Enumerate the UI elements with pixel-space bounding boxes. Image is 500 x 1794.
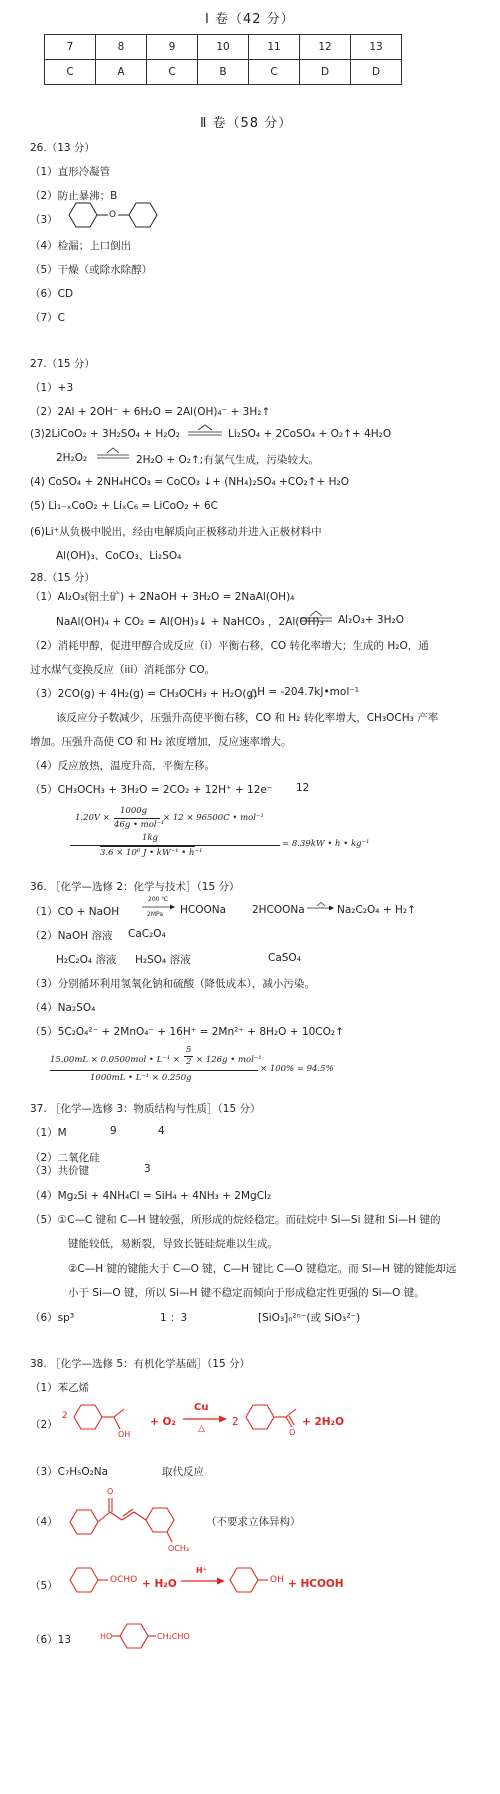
formula-numerator-part: × 126g • mol⁻¹ — [196, 1055, 262, 1065]
formula-denominator-part: 3.6 × 10⁶ J • kW⁻¹ • h⁻¹ — [100, 848, 203, 858]
phenol-ring — [226, 1562, 276, 1602]
q36-condition-temp: 200 ℃ — [148, 896, 169, 903]
q36-a1-product2: Na₂C₂O₄ + H₂↑ — [337, 904, 416, 916]
formula-numerator-part: 1.20V × — [75, 813, 110, 823]
reaction-arrow — [141, 904, 177, 910]
q28-a5: （5）CH₃OCH₃ + 3H₂O = 2CO₂ + 12H⁺ + 12e⁻ — [30, 784, 273, 796]
heating-equilibrium-arrow — [298, 610, 334, 624]
q27-a2: （2）2Al + 2OH⁻ + 6H₂O = 2Al(OH)₄⁻ + 3H₂↑ — [30, 406, 271, 418]
answer-cell: B — [198, 60, 249, 85]
q28-a3: （3）2CO(g) + 4H₂(g) = CH₃OCH₃ + H₂O(g) — [30, 688, 258, 700]
formula-denominator-part: 1kg — [142, 833, 158, 843]
q26-a3-label: （3） — [30, 214, 58, 226]
phenyl-formate-ring — [66, 1562, 116, 1602]
part1-title: Ⅰ 卷（42 分） — [205, 12, 295, 27]
q27-a3-left: (3)2LiCoO₂ + 3H₂SO₄ + H₂O₂ — [30, 428, 180, 440]
q28-a2: （2）消耗甲醇，促进甲醇合成反应（i）平衡右移，CO 转化率增大；生成的 H₂O，通 — [30, 640, 429, 652]
phenol-hydroxyl-label: OH — [270, 1575, 284, 1585]
q36-a4: （4）Na₂SO₄ — [30, 1002, 96, 1014]
carbonyl-oxygen-label: O — [289, 1428, 296, 1437]
chalcone-structure — [64, 1484, 214, 1554]
q37-a1: （1）M — [30, 1127, 67, 1139]
q37-a5-1b: 键能较低，易断裂，导致长链硅烷难以生成。 — [68, 1238, 278, 1250]
q28-a5-number: 12 — [296, 782, 310, 794]
question-number: 10 — [198, 35, 249, 60]
reaction-arrow — [182, 1415, 228, 1423]
hydroxyl-label: OH — [118, 1430, 131, 1439]
q28-a1b-left: NaAl(OH)₄ + CO₂ = Al(OH)₃↓ + NaHCO₃ ，2Al(OH)₃ — [56, 616, 324, 628]
heating-equilibrium-arrow — [186, 424, 224, 438]
q36-a1-left: （1）CO + NaOH — [30, 906, 120, 918]
q37-a6-c: [SiO₃]ₙ²ⁿ⁻(或 SiO₃²⁻) — [258, 1312, 361, 1324]
q26-a6: （6）CD — [30, 288, 74, 300]
q37-a2: （2）二氧化硅 — [30, 1152, 100, 1164]
q28-a1b-right: Al₂O₃+ 3H₂O — [338, 614, 404, 626]
q37-a6-b: 1 ：3 — [160, 1312, 188, 1324]
question-number: 11 — [249, 35, 300, 60]
q27-a6b: Al(OH)₃、CoCO₃、Li₂SO₄ — [56, 550, 182, 562]
q28-a3b: 该反应分子数减少，压强升高使平衡右移，CO 和 H₂ 转化率增大，CH₃OCH₃ 产率 — [56, 712, 439, 724]
q36-a3: （3）分别循环利用氢氧化钠和硫酸（降低成本），减小污染。 — [30, 978, 315, 990]
methoxy-label: OCH₃ — [168, 1544, 190, 1553]
q36-condition-pressure: 2MPa — [147, 911, 164, 918]
q27-a3b-left: 2H₂O₂ — [56, 452, 88, 464]
q26-a7: （7）C — [30, 312, 66, 324]
q37-a6: （6）sp³ — [30, 1312, 75, 1324]
q26-a5: （5）干燥（或除水除醇） — [30, 264, 153, 276]
q38-formic-acid-product: + HCOOH — [288, 1578, 344, 1590]
q28-a3c: 增加。压强升高使 CO 和 H₂ 浓度增加，反应速率增大。 — [30, 736, 292, 748]
q38-a3-b: 取代反应 — [162, 1466, 204, 1478]
q27-a6: (6)Li⁺从负极中脱出，经由电解质向正极移动并进入正极材料中 — [30, 526, 322, 538]
q36-a2c: H₂C₂O₄ 溶液 — [56, 954, 117, 966]
part2-title: Ⅱ 卷（58 分） — [200, 116, 293, 131]
q38-coefficient: 2 — [232, 1416, 239, 1428]
q37-a5-2b: 小于 Si—O 键，所以 Si—H 键不稳定而倾向于形成稳定性更强的 Si—O 键。 — [68, 1287, 425, 1299]
energy-density-formula — [70, 804, 370, 864]
q28-a4: （4）反应放热，温度升高，平衡左移。 — [30, 760, 216, 772]
q27-a1: （1）+3 — [30, 382, 74, 394]
answer-cell: C — [249, 60, 300, 85]
chalcone-oxygen-label: O — [107, 1487, 114, 1496]
q37-a1-c: 4 — [158, 1125, 165, 1137]
catalyst-label: Cu — [194, 1402, 209, 1413]
q36-a1-product: HCOONa — [180, 904, 227, 916]
heat-label: △ — [198, 1424, 205, 1434]
q38-coefficient: 2 — [62, 1411, 68, 1421]
q37-a4: （4）Mg₂Si + 4NH₄Cl = SiH₄ + 4NH₃ + 2MgCl₂ — [30, 1190, 272, 1202]
q38-a2-label: （2） — [30, 1419, 58, 1431]
ether-oxygen-label: O — [109, 210, 117, 220]
q27-a3-right: Li₂SO₄ + 2CoSO₄ + O₂↑+ 4H₂O — [228, 428, 392, 440]
q27-header: 27.（15 分） — [30, 358, 95, 370]
q28-a1: （1）Al₂O₃(铝土矿) + 2NaOH + 3H₂O = 2NaAl(OH)₄ — [30, 591, 295, 603]
q26-a2: （2）防止暴沸；B — [30, 190, 118, 202]
formula-numerator-part: × 12 × 96500C • mol⁻¹ — [163, 813, 264, 823]
q38-water-reactant: + H₂O — [142, 1578, 177, 1590]
q38-a4-note: （不要求立体异构） — [206, 1516, 301, 1528]
purity-formula — [50, 1042, 334, 1090]
q28-header: 28.（15 分） — [30, 572, 95, 584]
q37-a5-1: （5）①C—C 键和 C—H 键较强，所形成的烷烃稳定。而硅烷中 Si—Si 键和 Si—H 键的 — [30, 1214, 441, 1226]
formula-numerator-part: 1000g — [120, 806, 148, 816]
formula-numerator-part: 15.00mL × 0.0500mol • L⁻¹ × — [50, 1055, 180, 1065]
reaction-arrow — [180, 1577, 226, 1585]
table-row — [45, 35, 402, 60]
answer-cell: D — [351, 60, 402, 85]
formula-denominator-part: 1000mL • L⁻¹ × 0.250g — [90, 1073, 192, 1083]
question-number: 9 — [147, 35, 198, 60]
q38-a6: （6）13 — [30, 1634, 72, 1646]
question-number: 12 — [300, 35, 351, 60]
q37-a5-2: ②C—H 键的键能大于 C—O 键，C—H 键比 C—O 键稳定。而 Si—H 键的键能却远 — [68, 1263, 457, 1275]
q36-a2-b: CaC₂O₄ — [128, 928, 166, 940]
formula-result: × 100% = 94.5% — [260, 1064, 334, 1074]
q27-a5: (5) Li₁₋ₓCoO₂ + LiₓC₆ = LiCoO₂ + 6C — [30, 500, 219, 512]
q37-a1-b: 9 — [110, 1125, 117, 1137]
q38-a3: （3）C₇H₅O₂Na — [30, 1466, 109, 1478]
q28-a2b: 过水煤气变换反应（iii）消耗部分 CO。 — [30, 664, 216, 676]
acid-catalyst-label: H⁺ — [196, 1566, 207, 1575]
answer-table — [44, 34, 402, 85]
answer-cell: A — [96, 60, 147, 85]
q38-oxygen-reactant: + O₂ — [150, 1416, 176, 1428]
q36-a1-reactant2: 2HCOONa — [252, 904, 305, 916]
q37-a3-b: 3 — [144, 1163, 151, 1175]
q38-water-product: + 2H₂O — [302, 1416, 345, 1428]
heating-equilibrium-arrow — [95, 447, 131, 461]
formula-numerator-part: 2 — [186, 1057, 192, 1067]
q36-header: 36. ［化学—选修 2：化学与技术］（15 分） — [30, 881, 240, 893]
formula-numerator-part: 46g • mol⁻¹ — [114, 820, 165, 830]
q26-a4: （4）检漏；上口倒出 — [30, 240, 132, 252]
q36-a5: （5）5C₂O₄²⁻ + 2MnO₄⁻ + 16H⁺ = 2Mn²⁺ + 8H₂O + 10CO₂↑ — [30, 1026, 344, 1038]
q28-a3-enthalpy: △H = -204.7kJ•mol⁻¹ — [249, 686, 359, 698]
q36-a2e: CaSO₄ — [268, 952, 301, 964]
q26-a1: （1）直形冷凝管 — [30, 166, 111, 178]
formula-numerator-part: 5 — [186, 1045, 192, 1055]
formate-group-label: OCHO — [110, 1575, 138, 1585]
q36-a2d: H₂SO₄ 溶液 — [135, 954, 191, 966]
table-row — [45, 60, 402, 85]
aldehyde-chain-label: CH₂CHO — [157, 1632, 190, 1641]
q36-a2: （2）NaOH 溶液 — [30, 930, 113, 942]
question-number: 8 — [96, 35, 147, 60]
q37-header: 37. ［化学—选修 3：物质结构与性质］（15 分） — [30, 1103, 261, 1115]
q38-a4-label: （4） — [30, 1516, 58, 1528]
formula-result: = 8.39kW • h • kg⁻¹ — [282, 839, 370, 849]
q38-a5-label: （5） — [30, 1580, 58, 1592]
q27-a3b-right: 2H₂O + O₂↑;有氯气生成，污染较大。 — [136, 454, 319, 466]
answer-cell: C — [45, 60, 96, 85]
phenylethanol-structure — [70, 1397, 150, 1441]
q38-header: 38. ［化学—选修 5：有机化学基础］（15 分） — [30, 1358, 251, 1370]
q38-a1: （1）苯乙烯 — [30, 1382, 90, 1394]
heating-arrow — [306, 902, 336, 912]
q27-a4: (4) CoSO₄ + 2NH₄HCO₃ = CoCO₃ ↓+ (NH₄)₂SO₄ +CO₂↑+ H₂O — [30, 476, 349, 488]
question-number: 13 — [351, 35, 402, 60]
question-number: 7 — [45, 35, 96, 60]
q37-a3: （3）共价键 — [30, 1165, 90, 1177]
hydroxy-label: HO — [100, 1632, 113, 1641]
answer-cell: C — [147, 60, 198, 85]
answer-cell: D — [300, 60, 351, 85]
q26-header: 26.（13 分） — [30, 142, 95, 154]
